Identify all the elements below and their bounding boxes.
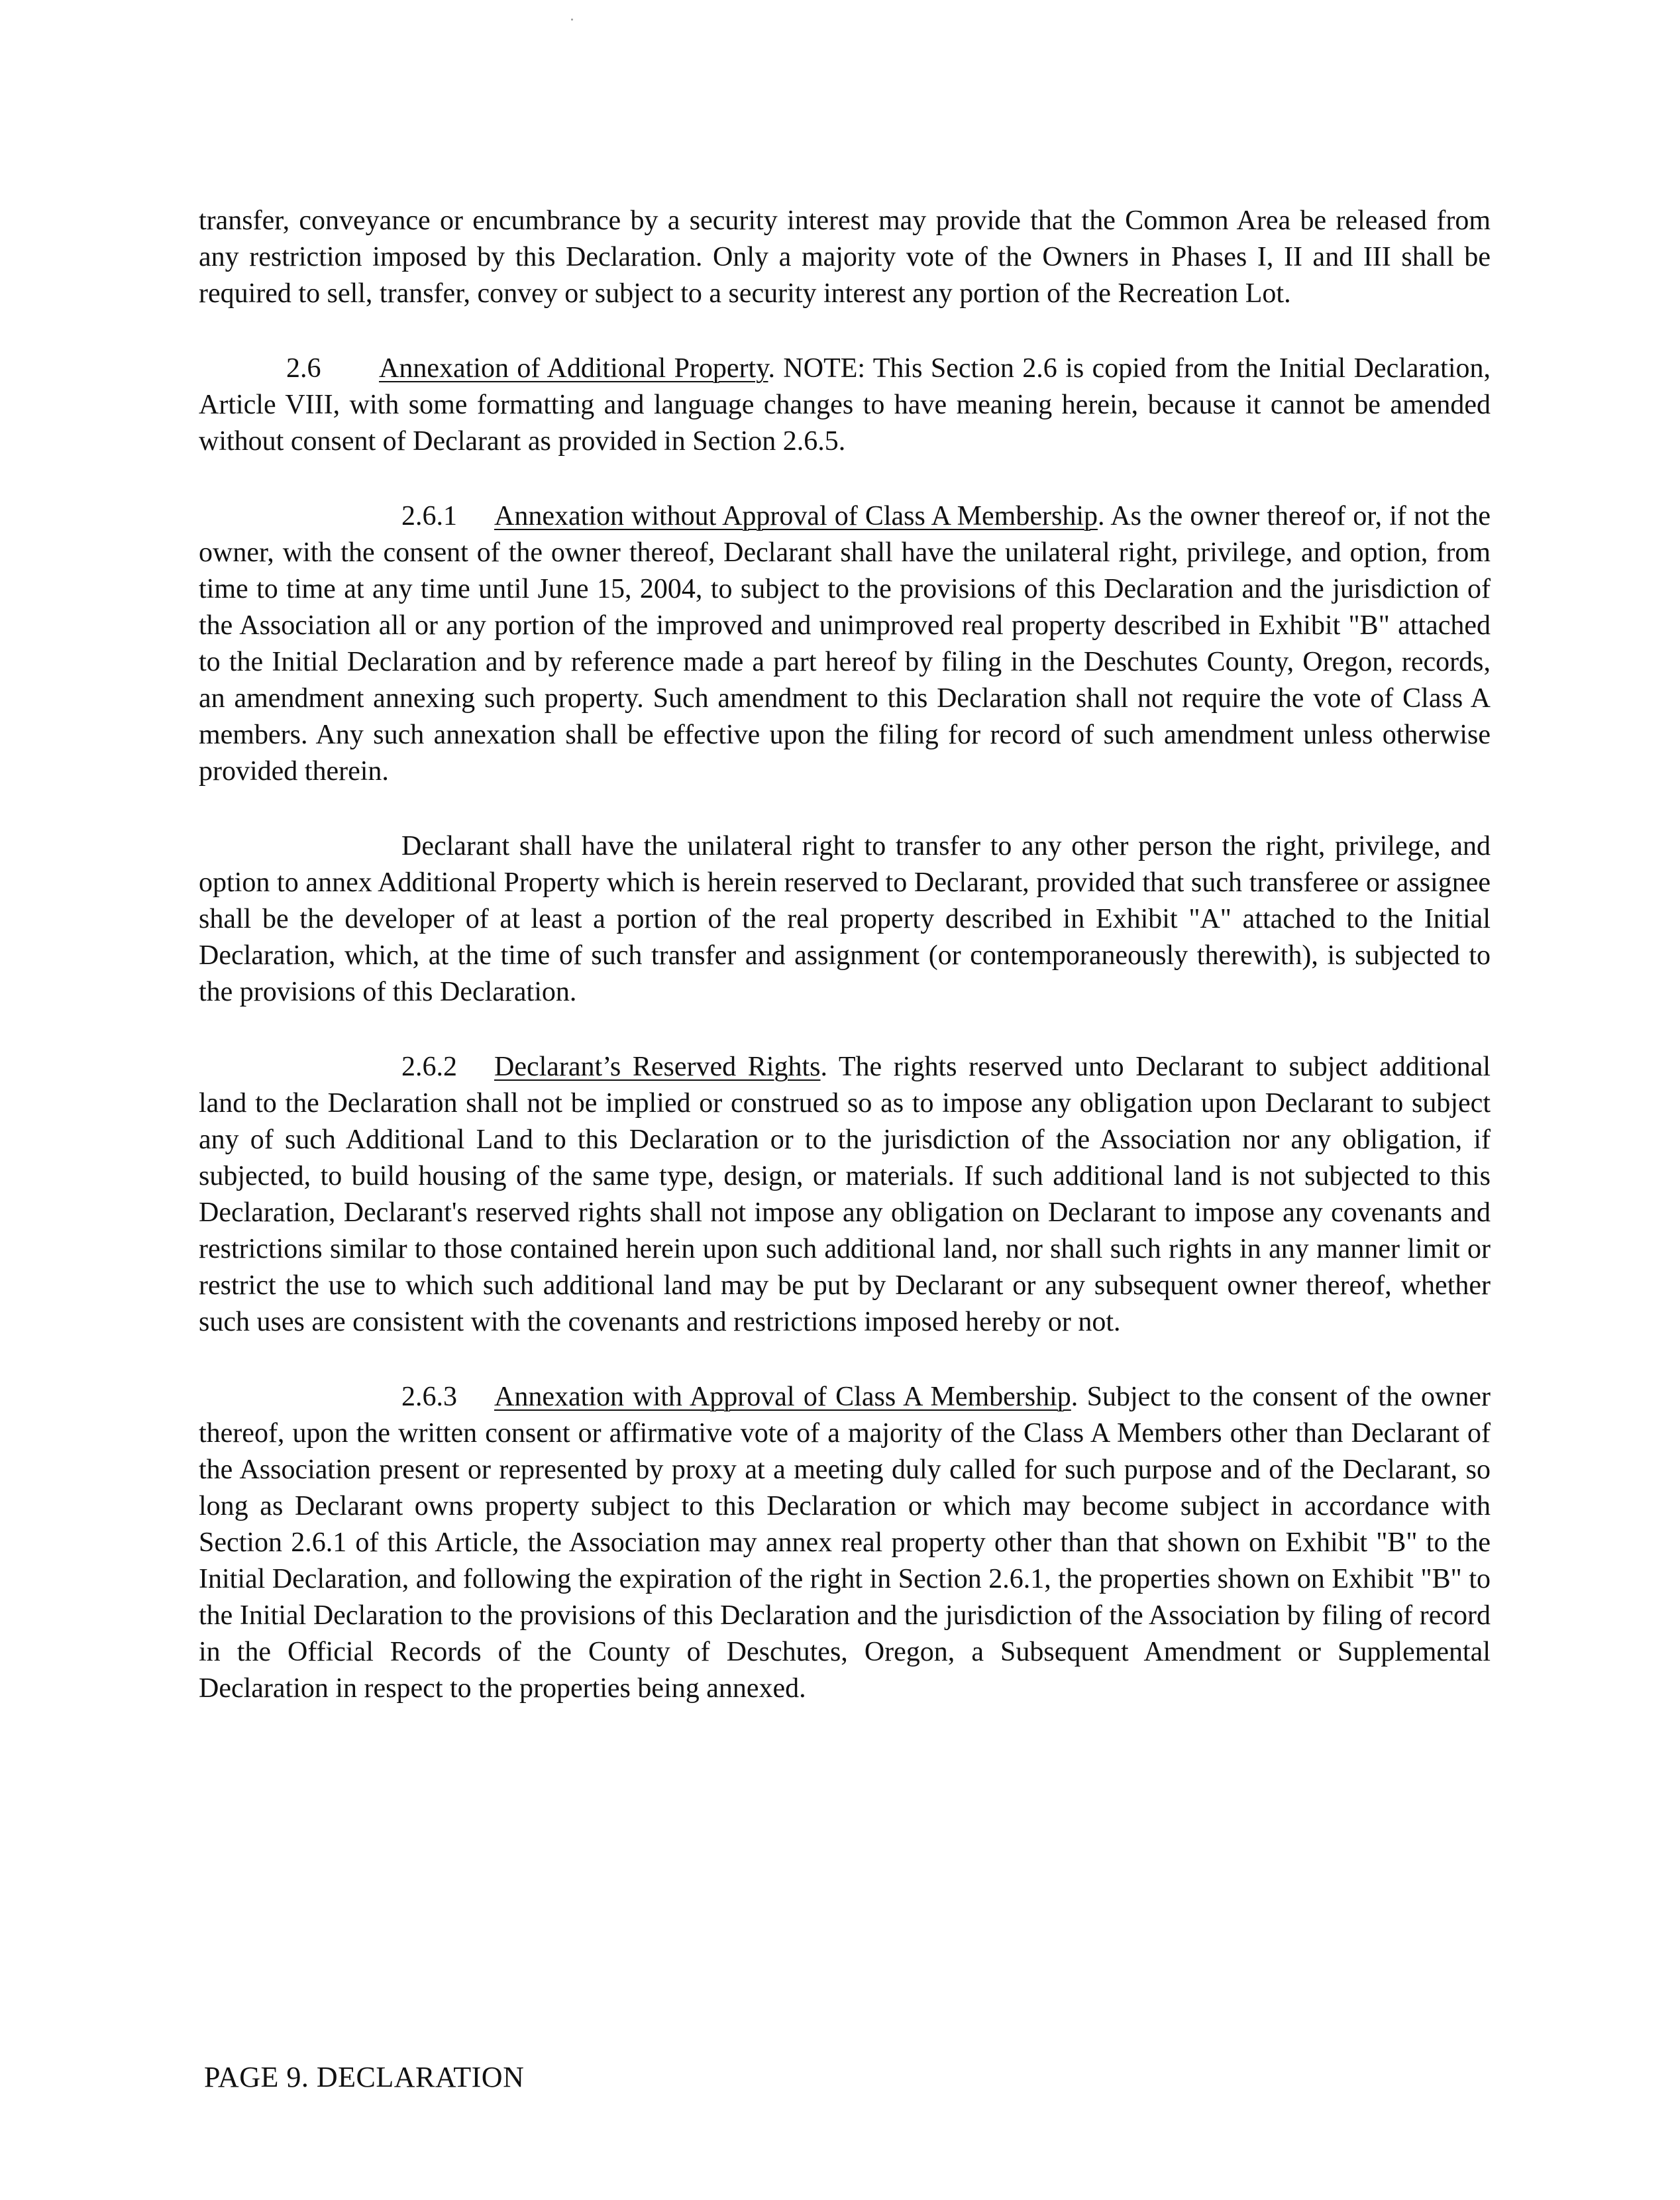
section-heading: Annexation without Approval of Class A Membership [494, 501, 1098, 531]
paragraph-text: Declarant shall have the unilateral right to transfer to any other person the right, privilege, and option to annex Additional Property which is herein reserved to Declarant, provided that such transferee or assignee shall be the developer of at least a portion of the real property described in Exhibit "A" attached to the Initial Declaration, which, at the time of such transfer and assignment (or contemporaneously therewith), is subjected to the provisions of this Declaration. [199, 831, 1491, 1007]
section-text: . NOTE: This Section 2.6 is copied from the Initial Declaration, Article VIII, with some formatting and language changes to have meaning herein, because it cannot be amended without consent of Declarant as provided in Section 2.6.5. [199, 353, 1491, 457]
document-body [199, 203, 1491, 1745]
section-2-6-2 [199, 1049, 1491, 1341]
paragraph-text: transfer, conveyance or encumbrance by a security interest may provide that the Common Area be released from any restriction imposed by this Declaration. Only a majority vote of the Owners in Phases I, II and III shall be required to sell, transfer, convey or subject to a security interest any portion of the Recreation Lot. [199, 205, 1491, 309]
scan-speck [571, 19, 573, 21]
page-footer: PAGE 9. DECLARATION [204, 2061, 525, 2093]
section-2-6 [199, 351, 1491, 460]
paragraph-transfer-rights [199, 828, 1491, 1011]
section-text: . As the owner thereof or, if not the owner, with the consent of the owner thereof, Declarant shall have the unilateral right, privilege, and option, from time to time at any time until June 15, 2004, to subject to the provisions of this Declaration and the jurisdiction of the Association all or any portion of the improved and unimproved real property described in Exhibit "B" attached to the Initial Declaration and by reference made a part hereof by filing in the Deschutes County, Oregon, records, an amendment annexing such property. Such amendment to this Declaration shall not require the vote of Class A members. Any such annexation shall be effective upon the filing for record of such amendment unless otherwise provided therein. [199, 501, 1491, 787]
section-number: 2.6.1 [401, 501, 457, 531]
section-2-6-3 [199, 1379, 1491, 1707]
section-number: 2.6 [286, 353, 321, 384]
section-text: . The rights reserved unto Declarant to subject additional land to the Declaration shall not be implied or construed so as to impose any obligation upon Declarant to subject any of such Additional Land to this Declaration or to the jurisdiction of the Association nor any obligation, if subjected, to build housing of the same type, design, or materials. If such additional land is not subjected to this Declaration, Declarant's reserved rights shall not impose any obligation on Declarant to impose any covenants and restrictions similar to those contained herein upon such additional land, nor shall such rights in any manner limit or restrict the use to which such additional land may be put by Declarant or any subsequent owner thereof, whether such uses are consistent with the covenants and restrictions imposed hereby or not. [199, 1052, 1491, 1337]
section-heading: Annexation of Additional Property [379, 353, 768, 384]
section-text: . Subject to the consent of the owner thereof, upon the written consent or affirmative vote of a majority of the Class A Members other than Declarant of the Association present or represented by proxy at a meeting duly called for such purpose and of the Declarant, so long as Declarant owns property subject to this Declaration or which may become subject in accordance with Section 2.6.1 of this Article, the Association may annex real property other than that shown on Exhibit "B" to the Initial Declaration, and following the expiration of the right in Section 2.6.1, the properties shown on Exhibit "B" to the Initial Declaration to the provisions of this Declaration and the jurisdiction of the Association by filing of record in the Official Records of the County of Deschutes, Oregon, a Subsequent Amendment or Supplemental Declaration in respect to the properties being annexed. [199, 1382, 1491, 1704]
section-heading: Declarant’s Reserved Rights [494, 1052, 821, 1082]
section-number: 2.6.2 [401, 1052, 457, 1082]
section-number: 2.6.3 [401, 1382, 457, 1412]
section-heading: Annexation with Approval of Class A Membership [494, 1382, 1071, 1412]
paragraph-continuation [199, 203, 1491, 312]
section-2-6-1 [199, 498, 1491, 790]
